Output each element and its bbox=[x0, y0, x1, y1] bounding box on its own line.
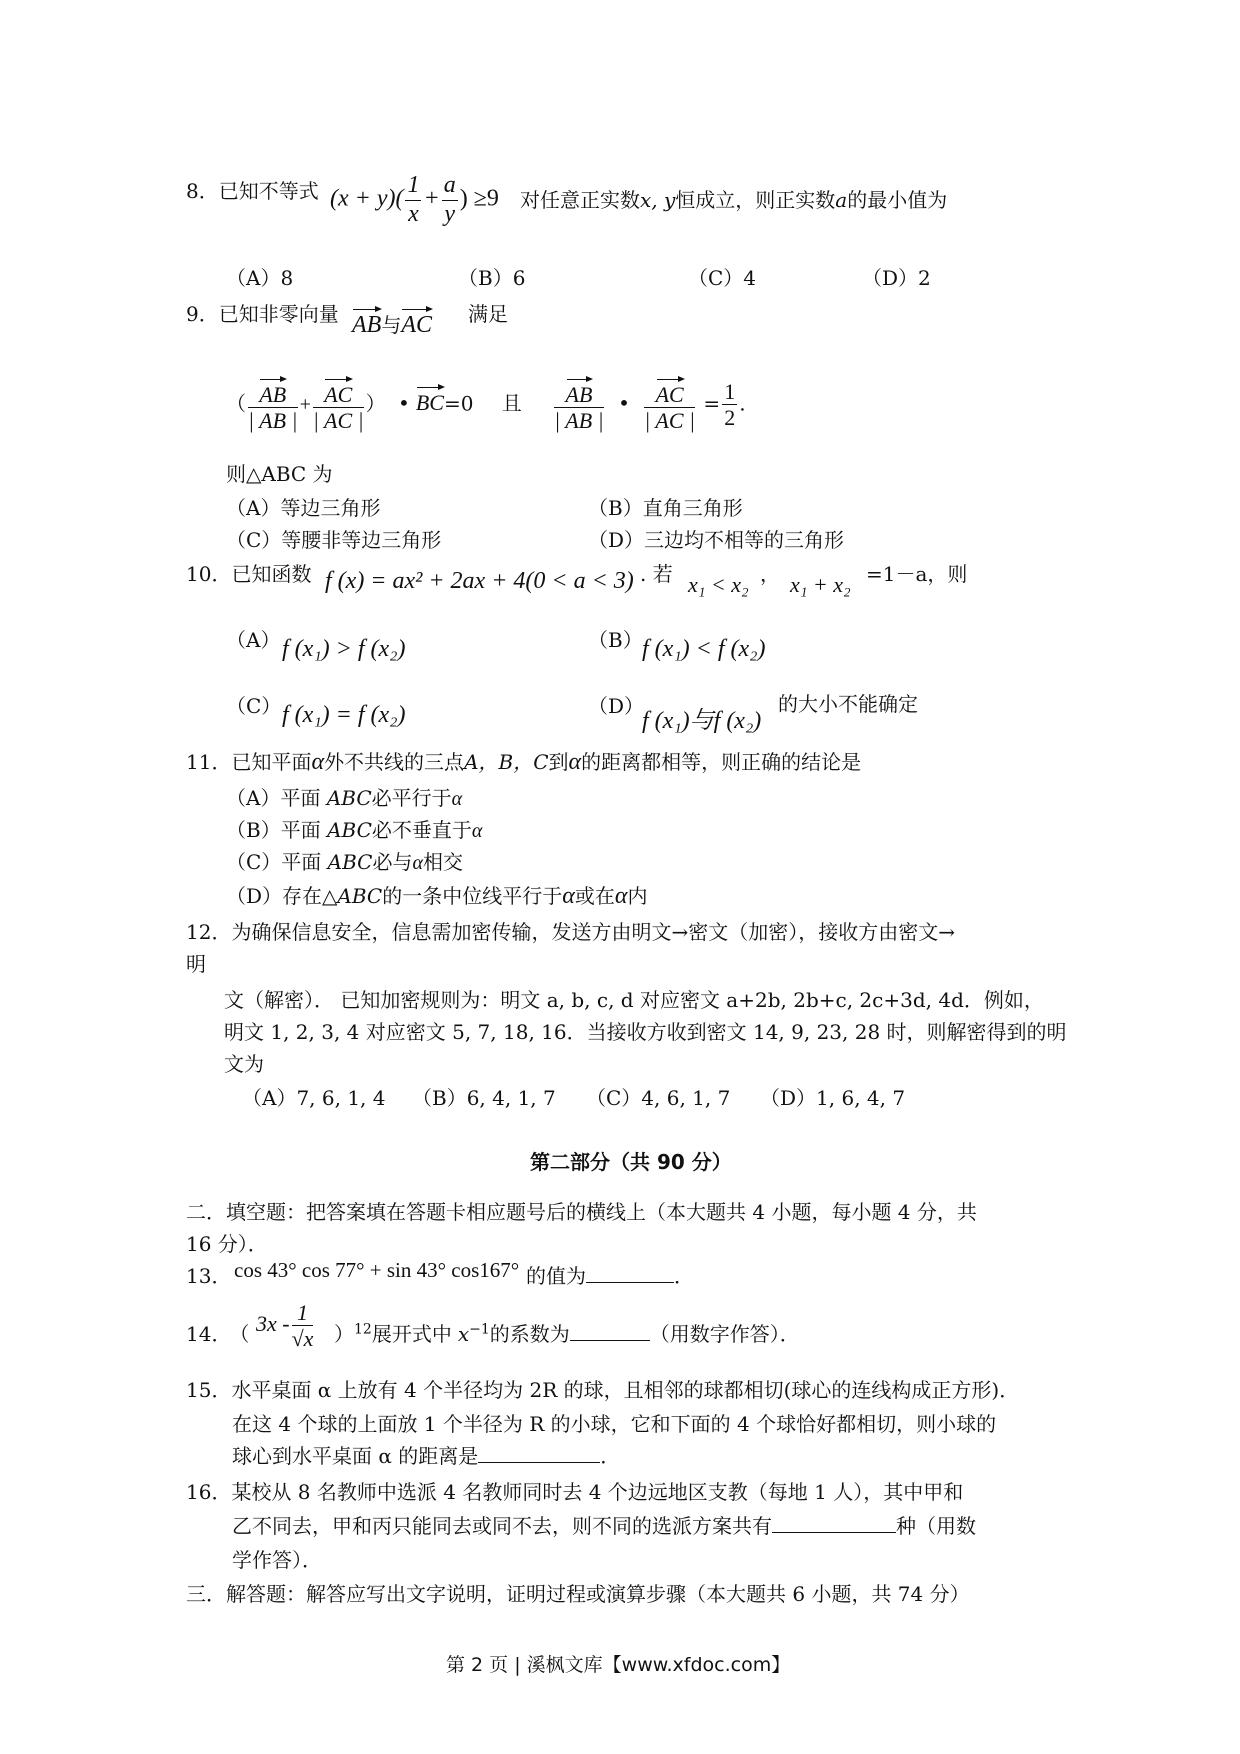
option-b: （B）直角三角形 bbox=[588, 496, 743, 520]
option-b: （B）6, 4, 1, 7 bbox=[412, 1086, 556, 1110]
option-a: （A） bbox=[226, 628, 281, 652]
option-c: （C）等腰非等边三角形 bbox=[226, 528, 442, 552]
question-number: 8． bbox=[186, 179, 219, 203]
binomial-expression: 3x - $\frac{1}{√x}$ bbox=[256, 1300, 314, 1352]
question-number: 9． bbox=[186, 302, 219, 326]
question-number: 10． bbox=[186, 562, 232, 586]
answer-blank[interactable] bbox=[570, 1340, 650, 1341]
option-c: （C）4, 6, 1, 7 bbox=[586, 1086, 731, 1110]
question-14: 14． （ bbox=[186, 1322, 250, 1346]
vector-condition-formula: （ $\frac{AB}{| AB |}$ + $\frac{AC}{| AC |}$ ） • BC=0 且 $\frac{AB}{| AB |}$ • $\frac{AC}{| AC |}$ = $\frac{1}{2}$ . bbox=[226, 376, 746, 434]
question-number: 16． bbox=[186, 1480, 232, 1504]
page-footer: 第 2 页 | 溪枫文库【www.xfdoc.com】 bbox=[446, 1654, 791, 1676]
option-a: （A）等边三角形 bbox=[226, 496, 381, 520]
section-instructions: 三．解答题：解答应写出文字说明，证明过程或演算步骤（本大题共 6 小题，共 74 分） bbox=[186, 1582, 970, 1606]
option-c: （C）4 bbox=[688, 266, 757, 290]
question-text: 已知不等式 bbox=[218, 179, 319, 203]
answer-blank[interactable] bbox=[586, 1282, 674, 1283]
question-13 bbox=[186, 1260, 231, 1289]
option-a: （A）7, 6, 1, 4 bbox=[242, 1086, 386, 1110]
option-d: （D）三边均不相等的三角形 bbox=[588, 528, 845, 552]
question-number: 11． bbox=[186, 750, 232, 774]
answer-blank[interactable] bbox=[772, 1532, 896, 1533]
question-number: 12． bbox=[186, 920, 232, 944]
function-formula: f (x) = ax² + 2ax + 4(0 < a < 3) bbox=[325, 568, 634, 594]
section-instructions: 二．填空题：把答案填在答题卡相应题号后的横线上（本大题共 4 小题，每小题 4 分，共 bbox=[186, 1200, 977, 1224]
question-number: 15． bbox=[186, 1378, 232, 1402]
question-text: 则△ABC 为 bbox=[226, 462, 333, 486]
question-12: 12．为确保信息安全，信息需加密传输，发送方由明文→密文（加密），接收方由密文→ bbox=[186, 920, 955, 944]
vector-ac: AC bbox=[401, 306, 432, 339]
option-a: （A）8 bbox=[226, 266, 294, 290]
question-10: 10．已知函数 bbox=[186, 562, 312, 586]
answer-blank[interactable] bbox=[478, 1462, 600, 1463]
inequality-formula: (x + y)( $\frac{1}{x}$ + $\frac{a}{y}$ ) ≥9 bbox=[330, 172, 499, 227]
option-d: （D）1, 6, 4, 7 bbox=[760, 1086, 906, 1110]
question-9: 9．已知非零向量 bbox=[186, 302, 339, 326]
option-d: （D）存在△ABC的一条中位线平行于α或在α内 bbox=[226, 883, 648, 909]
option-c: （C） bbox=[226, 694, 282, 718]
question-15: 15．水平桌面 α 上放有 4 个半径均为 2R 的球，且相邻的球都相切(球心的连线构成正方形)． bbox=[186, 1378, 1020, 1402]
option-d: （D） bbox=[588, 694, 645, 718]
section-heading: 第二部分（共 90 分） bbox=[530, 1150, 732, 1174]
option-b: （B）6 bbox=[458, 266, 526, 290]
option-b: （B） bbox=[588, 628, 643, 652]
question-11: 11．已知平面α外不共线的三点A，B，C到α的距离都相等，则正确的结论是 bbox=[186, 749, 862, 775]
question-8 bbox=[186, 175, 319, 204]
question-text: 对任意正实数x, y恒成立，则正实数a的最小值为 bbox=[520, 188, 948, 212]
vector-ab: AB bbox=[352, 306, 381, 339]
option-a: （A）平面 ABC必平行于α bbox=[226, 786, 463, 810]
question-number: 14． bbox=[186, 1322, 232, 1346]
question-number: 13． bbox=[186, 1264, 232, 1288]
option-c: （C）平面 ABC必与α相交 bbox=[226, 850, 463, 874]
option-b: （B）平面 ABC必不垂直于α bbox=[226, 818, 483, 842]
option-d: （D）2 bbox=[862, 266, 931, 290]
question-16: 16．某校从 8 名教师中选派 4 名教师同时去 4 个边远地区支教（每地 1 人），其中甲和 bbox=[186, 1480, 964, 1504]
